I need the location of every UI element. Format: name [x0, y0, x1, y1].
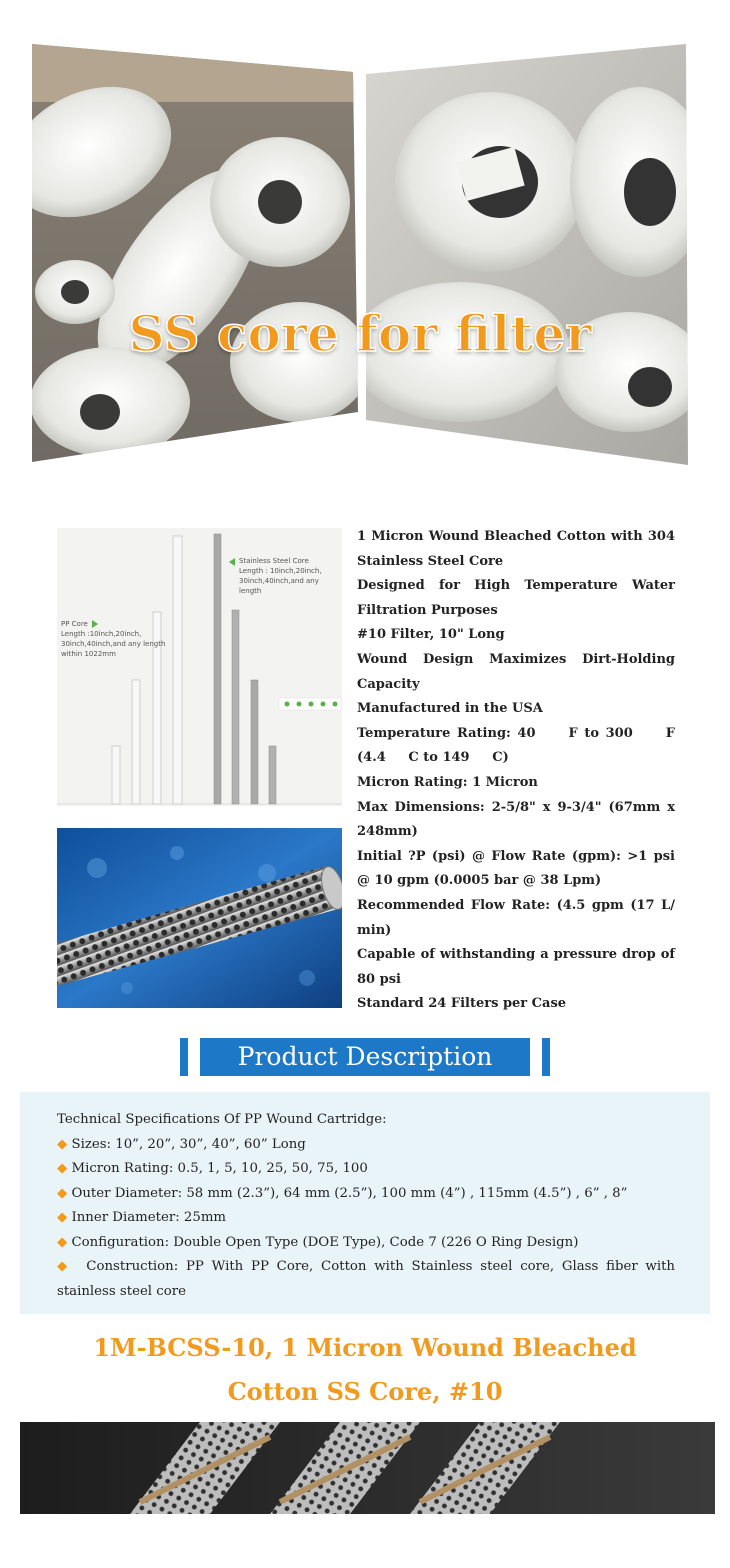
spec-item: Standard 24 Filters per Case: [357, 996, 567, 1012]
perforated-tube-photo: [57, 828, 342, 1008]
description-item: ◆ Inner Diameter: 25mm: [57, 1210, 227, 1225]
hero-banner: [30, 42, 690, 467]
description-item: ◆ Configuration: Double Open Type (DOE Type), Code 7 (226 O Ring Design): [57, 1234, 579, 1250]
description-item: ◆ Construction: PP With PP Core, Cotton with Stainless steel core, Glass fiber with stainless steel core: [57, 1259, 675, 1299]
spec-item: Temperature Rating: 40 F to 300 F (4.4 C to 149 C): [357, 725, 675, 766]
banner-right-bar: [542, 1038, 550, 1076]
hero-photo: [30, 42, 690, 467]
product-title: [20, 1326, 710, 1414]
product-title-line1: 1M-BCSS-10, 1 Micron Wound Bleached: [93, 1333, 637, 1362]
core-lengths-image: [57, 528, 342, 806]
diamond-bullet-icon: ◆: [57, 1185, 68, 1201]
diamond-bullet-icon: ◆: [57, 1136, 68, 1152]
pp-core-label: PP Core Length :10inch,20inch, 30inch,40inch,and any length within 1022mm: [61, 620, 166, 658]
description-item: ◆ Sizes: 10”, 20”, 30”, 40”, 60” Long: [57, 1136, 306, 1152]
spiral-core-image: [20, 1422, 715, 1514]
description-item: ◆ Micron Rating: 0.5, 1, 5, 10, 25, 50, 75, 100: [57, 1161, 368, 1176]
spec-item: Designed for High Temperature Water Filtration Purposes: [357, 578, 675, 618]
spec-item: Micron Rating: 1 Micron: [357, 774, 538, 790]
hero-title: SS core for filter: [128, 304, 592, 363]
spec-item: #10 Filter, 10" Long: [357, 627, 505, 643]
diamond-bullet-icon: ◆: [57, 1259, 71, 1274]
banner-label: Product Description: [200, 1038, 530, 1076]
spec-item: Recommended Flow Rate: (4.5 gpm (17 L/ min): [357, 897, 675, 938]
product-description-banner: [180, 1038, 550, 1076]
product-title-line2: Cotton SS Core, #10: [227, 1377, 503, 1406]
perforated-tube-image: [57, 828, 342, 1008]
description-panel: [20, 1092, 710, 1314]
diamond-bullet-icon: ◆: [57, 1234, 68, 1250]
banner-left-bar: [180, 1038, 188, 1076]
ss-core-label: Stainless Steel Core Length : 10inch,20inch, 30inch,40inch,and any length: [239, 557, 322, 595]
spec-item: Manufactured in the USA: [357, 701, 543, 717]
spiral-core-photo: [20, 1422, 715, 1514]
description-heading: Technical Specifications Of PP Wound Cartridge:: [57, 1112, 387, 1127]
diamond-bullet-icon: ◆: [57, 1210, 68, 1225]
spec-item: Wound Design Maximizes Dirt-Holding Capacity: [357, 651, 675, 692]
description-item: ◆ Outer Diameter: 58 mm (2.3”), 64 mm (2.5”), 100 mm (4”) , 115mm (4.5”) , 6” , 8”: [57, 1185, 628, 1201]
spec-item: 1 Micron Wound Bleached Cotton with 304 Stainless Steel Core: [357, 529, 675, 569]
spec-item: Initial ?P (psi) @ Flow Rate (gpm): >1 psi @ 10 gpm (0.0005 bar @ 38 Lpm): [357, 848, 675, 889]
spec-list: [357, 525, 675, 1017]
spec-item: Max Dimensions: 2-5/8" x 9-3/4" (67mm x 248mm): [357, 799, 675, 840]
diamond-bullet-icon: ◆: [57, 1161, 68, 1176]
spec-item: Capable of withstanding a pressure drop of 80 psi: [357, 947, 675, 987]
